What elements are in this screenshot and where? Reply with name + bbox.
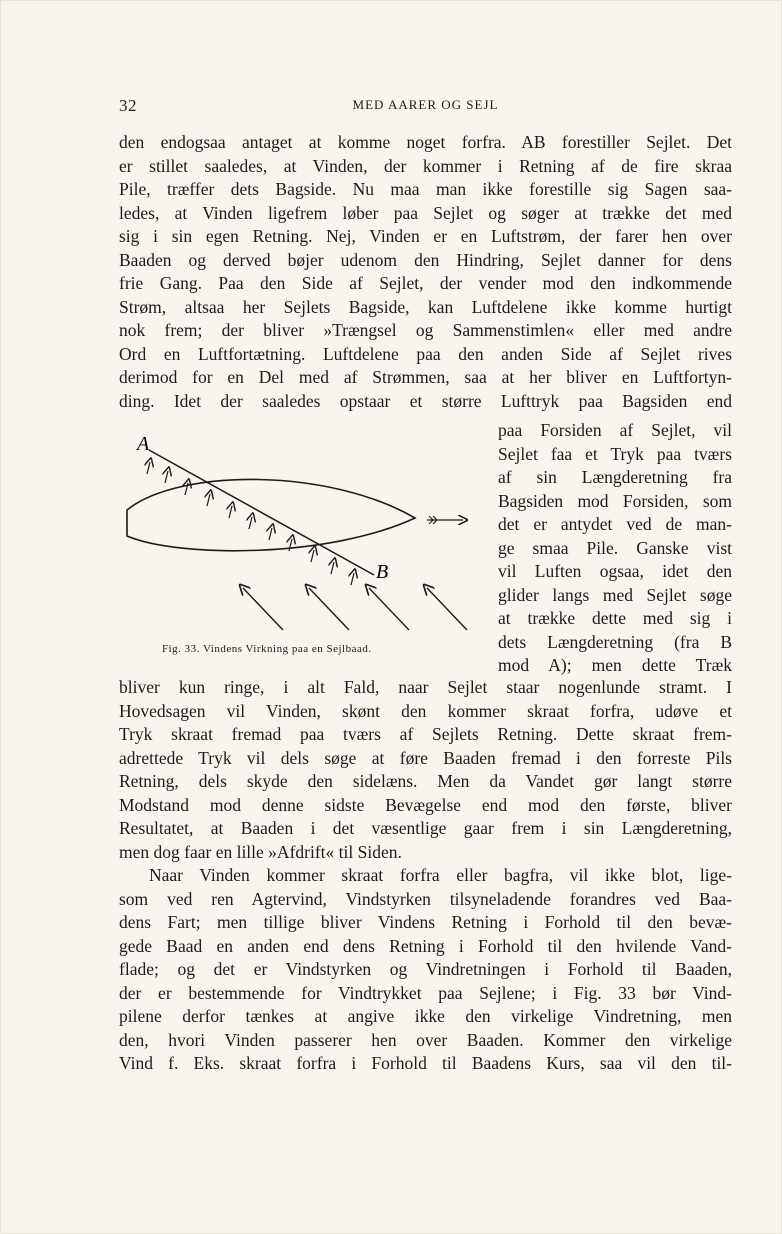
text-line: Vind f. Eks. skraat forfra i Forhold til Baadens Kurs, saa vil den til- [119, 1053, 732, 1073]
text-line: ge smaa Pile. Ganske vist [498, 537, 732, 558]
wrapped-text-column [498, 419, 732, 678]
text-line: Hovedsagen vil Vinden, skønt den kommer skraat forfra, udøve et [119, 700, 732, 721]
sail-diagram [119, 428, 489, 668]
label-a: A [137, 433, 150, 455]
page-number: 32 [119, 96, 137, 115]
text-line: Ord en Luftfortætning. Luftdelene paa den anden Side af Sejlet rives [119, 343, 732, 364]
text-line: derimod for en Del med af Strømmen, saa at her bliver en Luftfortyn- [119, 367, 732, 387]
page-header [119, 96, 732, 118]
text-line: vil Luften ogsaa, idet den [498, 561, 732, 581]
pressure-arrows [147, 462, 354, 585]
text-line: af sin Længderetning fra [498, 467, 732, 487]
text-line: Modstand mod denne sidste Bevægelse end mod den første, bliver [119, 794, 732, 815]
text-line: men dog faar en lille »Afdrift« til Siden. [119, 841, 402, 862]
text-line: dets Længderetning (fra B [498, 631, 732, 652]
paragraph-1 [119, 131, 732, 413]
text-line: Retning, dels skyde den sidelæns. Men da Vandet gør langt større [119, 771, 732, 791]
text-line: Strøm, altsaa her Sejlets Bagside, kan Luftdelene ikke komme hurtigt [119, 296, 732, 317]
text-line: frie Gang. Paa den Side af Sejlet, der vender mod den indkommende [119, 273, 732, 293]
text-line: som ved ren Agtervind, Vindstyrken tilsyneladende forandres ved Baa- [119, 888, 732, 909]
text-line: Naar Vinden kommer skraat forfra eller bagfra, vil ikke blot, lige- [149, 865, 732, 885]
text-line: dens Fart; men tillige bliver Vindens Retning i Forhold til den bevæ- [119, 912, 732, 932]
text-line: Tryk skraat fremad paa tværs af Sejlets Retning. Dette skraat frem- [119, 724, 732, 744]
label-b: B [376, 561, 389, 583]
text-line: paa Forsiden af Sejlet, vil [498, 420, 732, 440]
paragraph-2 [119, 676, 732, 864]
text-line: at trække dette med sig i [498, 608, 732, 628]
text-line: gede Baad en anden end dens Retning i Forhold til den hvilende Vand- [119, 935, 732, 956]
text-line: mod A); men dette Træk [498, 655, 732, 675]
forward-arrow-icon [427, 516, 463, 524]
text-line: er stillet saaledes, at Vinden, der kommer i Retning af de fire skraa [119, 155, 732, 176]
text-line: nok frem; der bliver »Trængsel og Sammenstimlen« eller med andre [119, 320, 732, 340]
text-line: pilene derfor tænkes at angive ikke den virkelige Vindretning, men [119, 1006, 732, 1026]
text-line: flade; og det er Vindstyrken og Vindretningen i Forhold til Baaden, [119, 959, 732, 979]
text-line: Sejlet faa et Tryk paa tværs [498, 443, 732, 464]
sail-line [149, 450, 374, 575]
text-line: sig i sin egen Retning. Nej, Vinden er en Luftstrøm, der farer hen over [119, 226, 732, 246]
paragraph-3 [119, 864, 732, 1076]
text-line: den, hvori Vinden passerer hen over Baaden. Kommer den virkelige [119, 1029, 732, 1050]
boat-hull [127, 479, 415, 550]
text-line: Resultatet, at Baaden i det væsentlige gaar frem i sin Længderetning, [119, 818, 732, 838]
text-line: ledes, at Vinden ligefrem løber paa Sejlet og søger at trække det med [119, 202, 732, 223]
text-line: Pile, træffer dets Bagside. Nu maa man ikke forestille sig Sagen saa- [119, 179, 732, 199]
text-line: ding. Idet der saaledes opstaar et større Lufttryk paa Bagsiden end [119, 390, 732, 411]
text-line: adrettede Tryk vil dels søge at føre Baaden fremad i den forreste Pils [119, 747, 732, 768]
figure-caption: Fig. 33. Vindens Virkning paa en Sejlbaad. [162, 643, 372, 655]
text-line: Baaden og derved bøjer udenom den Hindring, Sejlet danner for dens [119, 249, 732, 270]
running-title: MED AARER OG SEJL [352, 97, 499, 112]
text-line: der er bestemmende for Vindtrykket paa Sejlene; i Fig. 33 bør Vind- [119, 982, 732, 1003]
text-line: glider langs med Sejlet søge [498, 584, 732, 605]
text-line: bliver kun ringe, i alt Fald, naar Sejlet staar nogenlunde stramt. I [119, 677, 732, 697]
text-line: Bagsiden mod Forsiden, som [498, 490, 732, 511]
text-line: den endogsaa antaget at komme noget forfra. AB forestiller Sejlet. Det [119, 132, 732, 152]
text-line: det er antydet ved de man- [498, 514, 732, 534]
wind-arrows [243, 588, 467, 630]
